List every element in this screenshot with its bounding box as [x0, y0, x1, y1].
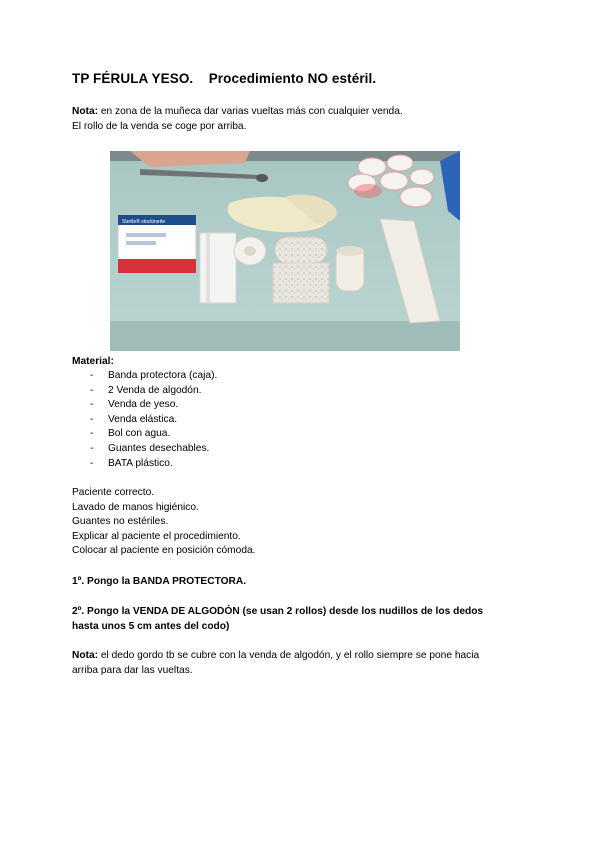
page-title — [72, 71, 376, 86]
material-list — [90, 369, 217, 471]
note-1-line-2: El rollo de la venda se coge por arriba. — [72, 121, 247, 132]
list-item: - Venda de yeso. — [90, 399, 179, 411]
note-1-text: en zona de la muñeca dar varias vueltas más con cualquier venda. — [98, 106, 403, 117]
procedure-steps — [72, 486, 256, 559]
step-line: Paciente correcto. — [72, 487, 155, 498]
note-2-line-2: arriba para dar las vueltas. — [72, 665, 193, 676]
note-2-line-1 — [72, 648, 479, 663]
note-2-text: el dedo gordo tb se cubre con la venda de algodón, y el rollo siempre se pone hacia — [98, 650, 480, 661]
note-1-line-1 — [72, 104, 403, 119]
box-label: Sterile® stockinette — [122, 219, 166, 225]
title-main: TP FÉRULA YESO. — [72, 71, 194, 86]
list-item: - BATA plástico. — [90, 457, 173, 469]
step-line: Lavado de manos higiénico. — [72, 501, 199, 513]
step-line: Guantes no estériles. — [72, 516, 169, 528]
step-1-heading: 1º. Pongo la BANDA PROTECTORA. — [72, 576, 247, 587]
list-item: - Venda elástica. — [90, 413, 178, 425]
step-line: Colocar al paciente en posición cómoda. — [72, 545, 256, 557]
note-2-label: Nota: — [72, 650, 99, 661]
list-item: - Bol con agua. — [90, 428, 171, 440]
list-item: - 2 Venda de algodón. — [90, 384, 202, 396]
step-line: Explicar al paciente el procedimiento. — [72, 530, 241, 542]
note-1-label: Nota: — [72, 106, 99, 117]
title-sub: Procedimiento NO estéril. — [208, 71, 377, 86]
material-heading: Material: — [72, 356, 114, 367]
list-item: - Banda protectora (caja). — [90, 370, 218, 381]
medical-supplies-photo — [110, 151, 460, 351]
step-2-heading-line-1: 2º. Pongo la VENDA DE ALGODÓN (se usan 2 rollos) desde los nudillos de los dedos — [72, 606, 484, 617]
list-item: - Guantes desechables. — [90, 442, 210, 454]
step-2-heading-line-2: hasta unos 5 cm antes del codo) — [72, 621, 230, 632]
